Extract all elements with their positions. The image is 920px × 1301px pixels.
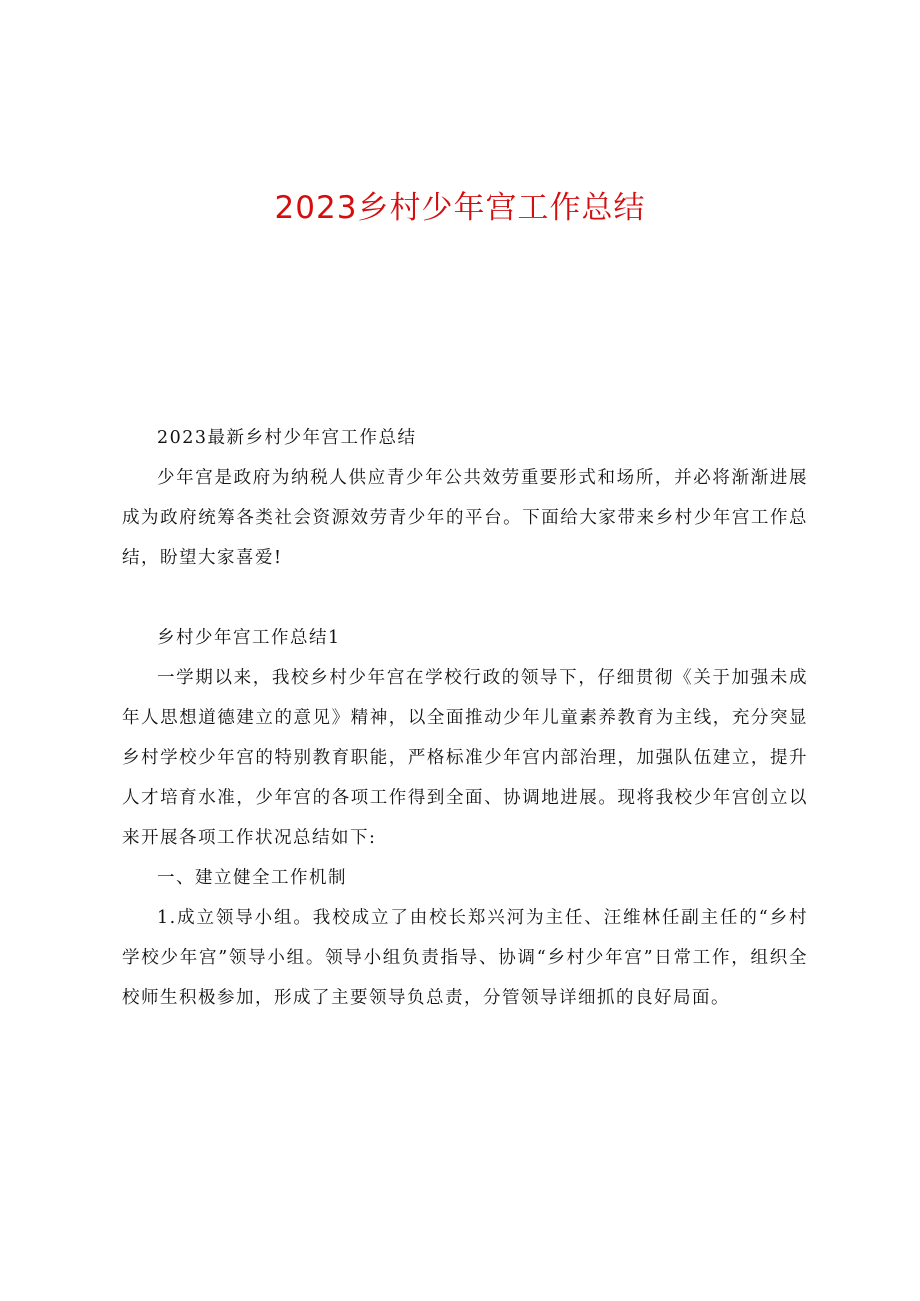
subtitle-paragraph: 2023最新乡村少年宫工作总结 (157, 428, 417, 448)
summary-paragraph: 一学期以来，我校乡村少年宫在学校行政的领导下，仔细贯彻《关于加强未成年人思想道德建立的意见》精神，以全面推动少年儿童素养教育为主线，充分突显乡村学校少年宫的特别教育职能，严格标准少年宫内部治理，加强队伍建立，提升人才培育水准，少年宫的各项工作得到全面、协调地进展。现将我校少年宫创立以来开展各项工作状况总结如下: (122, 668, 808, 848)
document-body (122, 418, 808, 1018)
intro-paragraph: 少年宫是政府为纳税人供应青少年公共效劳重要形式和场所，并必将渐渐进展成为政府统筹各类社会资源效劳青少年的平台。下面给大家带来乡村少年宫工作总结，盼望大家喜爱! (122, 468, 808, 568)
document-title: 2023乡村少年宫工作总结 (274, 190, 646, 226)
section-heading: 乡村少年宫工作总结1 (157, 628, 341, 648)
subsection-heading: 一、建立健全工作机制 (157, 868, 347, 888)
leadership-paragraph: 1.成立领导小组。我校成立了由校长郑兴河为主任、汪维林任副主任的“乡村学校少年宫”领导小组。领导小组负责指导、协调“乡村少年宫”日常工作，组织全校师生积极参加，形成了主要领导负总责，分管领导详细抓的良好局面。 (122, 908, 808, 1008)
